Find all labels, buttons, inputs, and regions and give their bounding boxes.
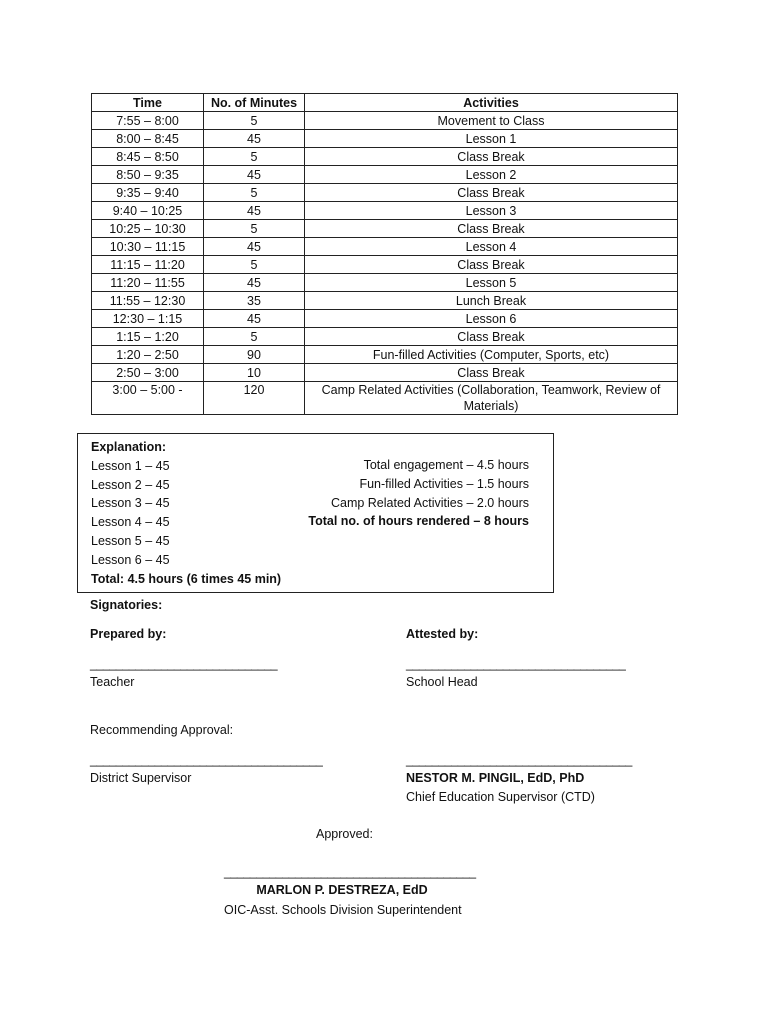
lessons-total: Total: 4.5 hours (6 times 45 min) <box>91 571 282 586</box>
activity-cell: Class Break <box>305 256 678 274</box>
time-cell: 2:50 – 3:00 <box>92 364 204 382</box>
time-cell: 9:40 – 10:25 <box>92 202 204 220</box>
minutes-cell: 5 <box>204 256 305 274</box>
time-cell: 7:55 – 8:00 <box>92 112 204 130</box>
summary-total: Total no. of hours rendered – 8 hours <box>308 514 529 529</box>
minutes-cell: 5 <box>204 148 305 166</box>
minutes-cell: 45 <box>204 166 305 184</box>
summary-line: Camp Related Activities – 2.0 hours <box>330 495 529 510</box>
schedule-body <box>92 112 678 415</box>
time-cell: 11:15 – 11:20 <box>92 256 204 274</box>
table-row <box>92 220 678 238</box>
attested-signature-line: __________________________________ <box>406 657 626 671</box>
header-minutes: No. of Minutes <box>204 94 305 112</box>
table-row <box>92 346 678 364</box>
time-cell: 1:20 – 2:50 <box>92 346 204 364</box>
ctd-signature-line: ___________________________________ <box>406 753 632 767</box>
time-cell: 10:25 – 10:30 <box>92 220 204 238</box>
minutes-cell: 120 <box>204 382 305 415</box>
attested-role: School Head <box>406 675 478 689</box>
time-cell: 3:00 – 5:00 - <box>92 382 204 415</box>
activity-cell: Lesson 3 <box>305 202 678 220</box>
minutes-cell: 45 <box>204 310 305 328</box>
prepared-role: Teacher <box>90 675 135 689</box>
time-cell: 8:45 – 8:50 <box>92 148 204 166</box>
table-row <box>92 256 678 274</box>
time-cell: 1:15 – 1:20 <box>92 328 204 346</box>
signatories-heading: Signatories: <box>90 598 163 612</box>
schedule-table <box>91 93 678 415</box>
table-row <box>92 148 678 166</box>
minutes-cell: 5 <box>204 328 305 346</box>
activity-cell: Lesson 6 <box>305 310 678 328</box>
activity-cell: Lesson 2 <box>305 166 678 184</box>
time-cell: 9:35 – 9:40 <box>92 184 204 202</box>
activity-cell: Class Break <box>305 220 678 238</box>
table-row <box>92 112 678 130</box>
lesson-line: Lesson 2 – 45 <box>91 477 170 492</box>
time-cell: 11:20 – 11:55 <box>92 274 204 292</box>
approved-label: Approved: <box>316 827 373 841</box>
minutes-cell: 45 <box>204 202 305 220</box>
attested-by-label: Attested by: <box>406 627 479 641</box>
approved-signature-line: _______________________________________ <box>224 865 476 879</box>
lesson-line: Lesson 6 – 45 <box>91 552 170 567</box>
minutes-cell: 5 <box>204 184 305 202</box>
minutes-cell: 45 <box>204 130 305 148</box>
table-row <box>92 238 678 256</box>
table-header-row <box>92 94 678 112</box>
recommending-label: Recommending Approval: <box>90 723 234 737</box>
explanation-heading: Explanation: <box>91 440 167 454</box>
minutes-cell: 45 <box>204 274 305 292</box>
prepared-signature-line: _____________________________ <box>90 657 278 671</box>
minutes-cell: 10 <box>204 364 305 382</box>
time-cell: 8:00 – 8:45 <box>92 130 204 148</box>
ctd-role: Chief Education Supervisor (CTD) <box>406 790 595 804</box>
activity-cell: Class Break <box>305 328 678 346</box>
activity-cell: Lesson 4 <box>305 238 678 256</box>
lesson-line: Lesson 4 – 45 <box>91 515 170 530</box>
header-time: Time <box>92 94 204 112</box>
approved-role: OIC-Asst. Schools Division Superintendent <box>224 903 462 917</box>
explanation-left <box>91 438 281 588</box>
table-row <box>92 364 678 382</box>
lesson-line: Lesson 3 – 45 <box>91 496 170 511</box>
time-cell: 12:30 – 1:15 <box>92 310 204 328</box>
table-row <box>92 328 678 346</box>
approved-name: MARLON P. DESTREZA, EdD <box>256 883 428 897</box>
summary-line: Total engagement – 4.5 hours <box>363 458 529 472</box>
activity-cell: Camp Related Activities (Collaboration, Teamwork, Review of Materials) <box>305 382 678 415</box>
table-row <box>92 130 678 148</box>
summary-line: Fun-filled Activities – 1.5 hours <box>359 476 529 491</box>
activity-cell: Class Break <box>305 184 678 202</box>
prepared-by-label: Prepared by: <box>90 627 167 641</box>
explanation-right <box>308 456 529 531</box>
minutes-cell: 45 <box>204 238 305 256</box>
minutes-cell: 90 <box>204 346 305 364</box>
header-activities: Activities <box>305 94 678 112</box>
time-cell: 8:50 – 9:35 <box>92 166 204 184</box>
activity-cell: Lunch Break <box>305 292 678 310</box>
table-row <box>92 310 678 328</box>
lesson-line: Lesson 1 – 45 <box>91 458 170 473</box>
table-row <box>92 382 678 415</box>
table-row <box>92 166 678 184</box>
activity-cell: Class Break <box>305 148 678 166</box>
minutes-cell: 5 <box>204 112 305 130</box>
activity-cell: Class Break <box>305 364 678 382</box>
minutes-cell: 35 <box>204 292 305 310</box>
ctd-name: NESTOR M. PINGIL, EdD, PhD <box>406 771 585 785</box>
activity-cell: Lesson 1 <box>305 130 678 148</box>
recommending-role: District Supervisor <box>90 771 192 785</box>
table-row <box>92 202 678 220</box>
activity-cell: Lesson 5 <box>305 274 678 292</box>
time-cell: 11:55 – 12:30 <box>92 292 204 310</box>
recommending-signature-line: ____________________________________ <box>90 753 323 767</box>
explanation-box <box>77 433 554 593</box>
activity-cell: Movement to Class <box>305 112 678 130</box>
lesson-line: Lesson 5 – 45 <box>91 533 170 548</box>
minutes-cell: 5 <box>204 220 305 238</box>
table-row <box>92 274 678 292</box>
activity-cell: Fun-filled Activities (Computer, Sports, etc) <box>305 346 678 364</box>
time-cell: 10:30 – 11:15 <box>92 238 204 256</box>
table-row <box>92 292 678 310</box>
table-row <box>92 184 678 202</box>
